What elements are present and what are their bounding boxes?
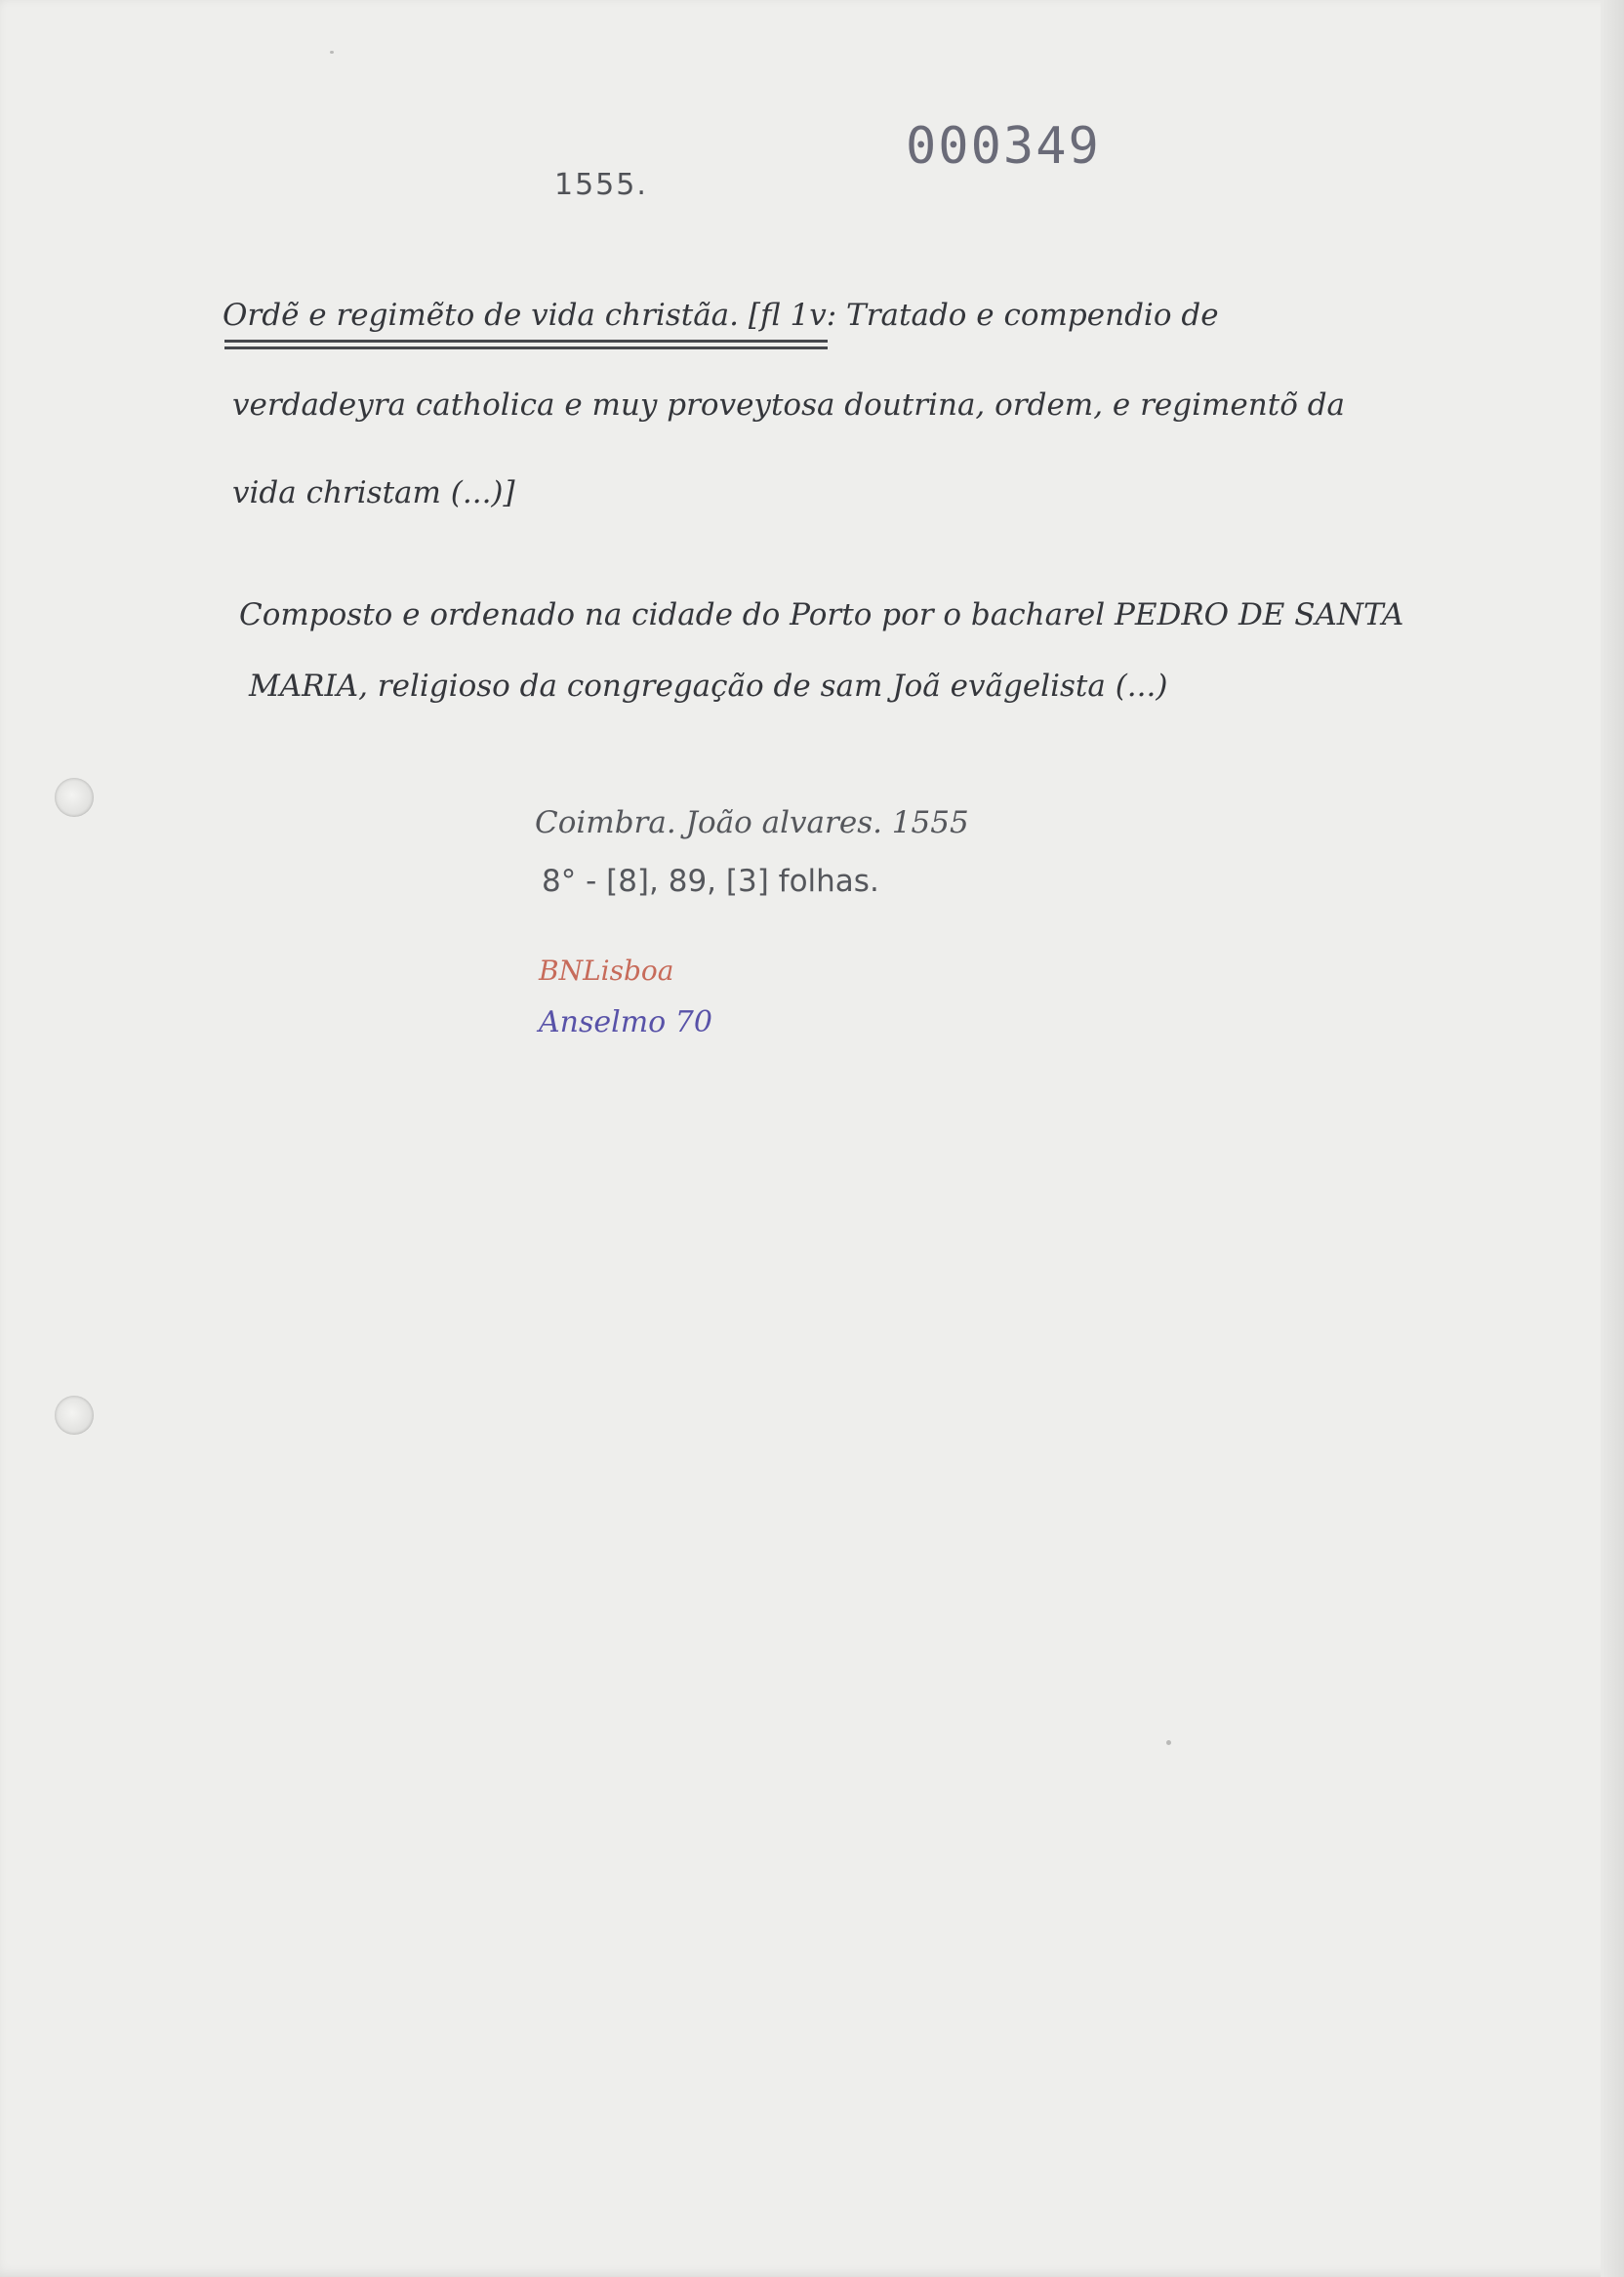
archive-stamp-number: 000349 [906, 117, 1101, 176]
collation-line: 8° - [8], 89, [3] folhas. [542, 864, 879, 899]
year-heading: 1555. [554, 168, 648, 202]
description-line-3: vida christam (...)] [232, 475, 515, 510]
paper-speck [1166, 1740, 1171, 1745]
punch-hole-icon [55, 1396, 94, 1435]
bibliographic-reference: Anselmo 70 [539, 1005, 712, 1039]
author-line-1: Composto e ordenado na cidade do Porto por o bacharel PEDRO DE SANTA [239, 597, 1404, 632]
title-line: Ordẽ e regimẽto de vida christãa. [fl 1v: Tratado e compendio de [223, 298, 1219, 333]
library-location: BNLisboa [539, 955, 674, 987]
punch-hole-icon [55, 778, 94, 817]
title-underline [224, 340, 828, 343]
imprint-line: Coimbra. João alvares. 1555 [535, 805, 969, 840]
paper-speck [330, 51, 334, 54]
page-edge [1601, 0, 1624, 2277]
description-line-2: verdadeyra catholica e muy proveytosa doutrina, ordem, e regimentõ da [232, 387, 1346, 423]
title-double-underline [224, 346, 828, 349]
author-line-2: MARIA, religioso da congregação de sam Joã evãgelista (...) [249, 669, 1168, 704]
